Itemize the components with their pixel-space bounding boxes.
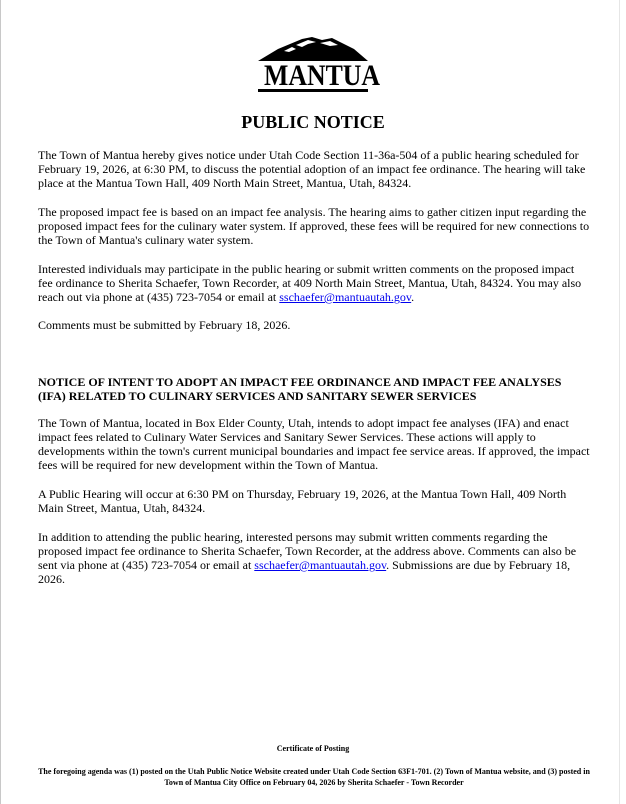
- comments-text-end: . Submissions are due by February 18, 2026.: [38, 558, 571, 586]
- intent-paragraph-comments: [38, 530, 590, 586]
- participation-text: Interested individuals may participate in the public hearing or submit written comments on the proposed impact fee ordinance to Sherita Schaefer, Town Recorder, at 409 North Main Street, Mantua, Utah, 84324. You may also reach out via phone at (435) 723-7054 or email at: [38, 262, 582, 304]
- intent-paragraph-hearing: A Public Hearing will occur at 6:30 PM on Thursday, February 19, 2026, at the Mantua Town Hall, 409 North Main Street, Mantua, Utah, 84324.: [38, 487, 567, 515]
- notice-paragraph-fee-analysis: The proposed impact fee is based on an impact fee analysis. The hearing aims to gather citizen input regarding the proposed impact fees for the culinary water system. If approved, these fees will be required for new connections to the Town of Mantua's culinary water system.: [38, 205, 590, 247]
- comments-text: In addition to attending the public hearing, interested persons may submit written comments regarding the proposed impact fee ordinance to Sherita Schaefer, Town Recorder, at the address above. Comments can also be sent via phone at (435) 723-7054 or email at: [38, 530, 577, 572]
- section-heading-intent: NOTICE OF INTENT TO ADOPT AN IMPACT FEE ORDINANCE AND IMPACT FEE ANALYSES (IFA) RELATED TO CULINARY SERVICES AND SANITARY SEWER SERVICES: [38, 375, 562, 403]
- logo-wordmark: MANTUA: [263, 59, 381, 92]
- notice-paragraph-hearing: The Town of Mantua hereby gives notice under Utah Code Section 11-36a-504 of a public hearing scheduled for February 19, 2026, at 6:30 PM, to discuss the potential adoption of an impact fee ordinance. The hearing will take place at the Mantua Town Hall, 409 North Main Street, Mantua, Utah, 84324.: [38, 148, 586, 190]
- notice-paragraph-deadline: Comments must be submitted by February 18, 2026.: [38, 318, 291, 332]
- email-link[interactable]: sschaefer@mantuautah.gov: [279, 290, 412, 304]
- certificate-title: Certificate of Posting: [276, 744, 350, 753]
- page-title: PUBLIC NOTICE: [241, 112, 385, 132]
- email-link-2[interactable]: sschaefer@mantuautah.gov: [254, 558, 387, 572]
- notice-paragraph-participation: [38, 262, 590, 304]
- intent-paragraph-ifa: The Town of Mantua, located in Box Elder County, Utah, intends to adopt impact fee analyses (IFA) and enact impact fees related to Culinary Water Services and Sanitary Sewer Services. These actions will apply to developments within the town's current municipal boundaries and impact fee service areas. If approved, the impact fees will be required for new development within the Town of Mantua.: [38, 416, 590, 472]
- participation-text-end: .: [411, 290, 415, 304]
- mantua-logo: [256, 35, 381, 93]
- certificate-text: The foregoing agenda was (1) posted on the Utah Public Notice Website created under Utah Code Section 63F1-701. (2) Town of Mantua website, and (3) posted in Town of Mantua City Office on February 04, 2026 by Sherita Schaefer - Town Recorder: [38, 767, 590, 787]
